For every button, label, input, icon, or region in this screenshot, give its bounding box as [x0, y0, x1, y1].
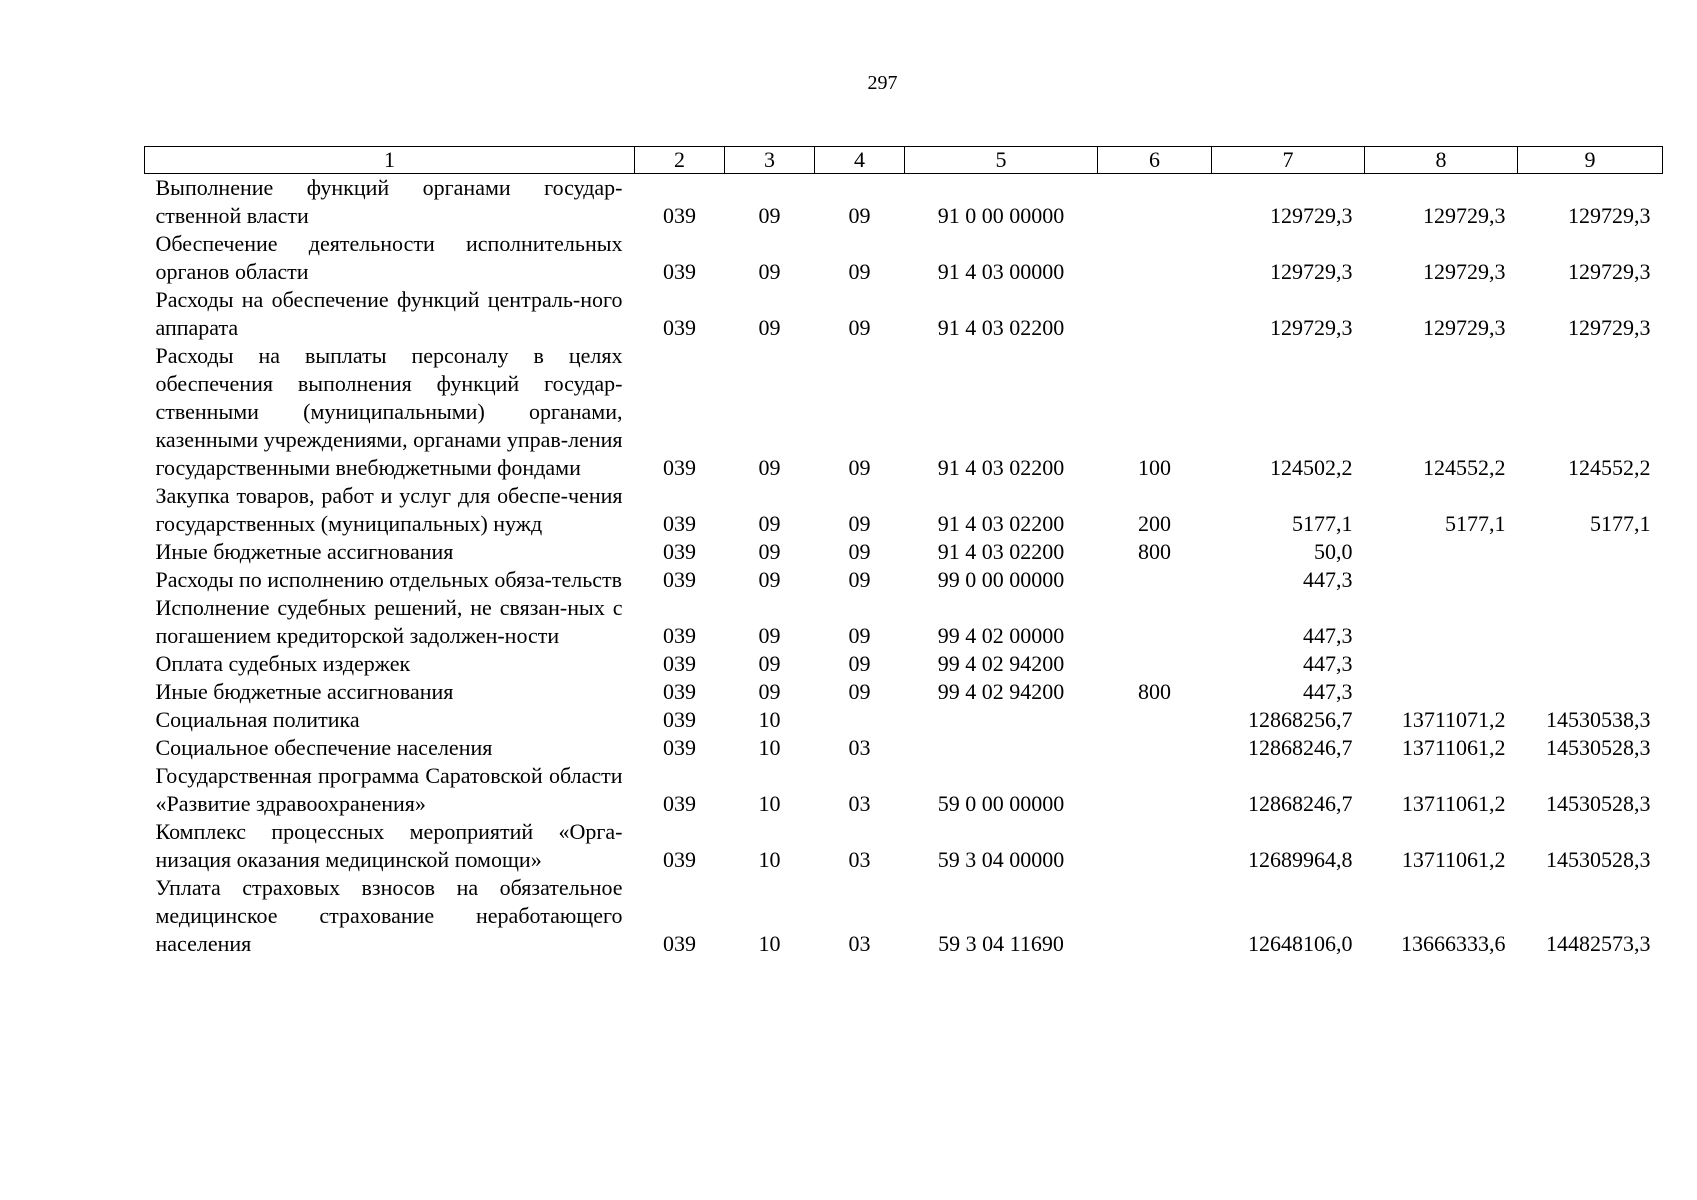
row-amount-year3: 14530528,3: [1546, 791, 1651, 816]
row-amount-year3: 14482573,3: [1546, 931, 1651, 956]
header-col-5: 5: [905, 147, 1098, 174]
row-section-code: 09: [758, 455, 781, 480]
row-target-article: 91 4 03 02200: [937, 539, 1065, 564]
row-section-code: 09: [758, 567, 781, 592]
row-ministry-code: 039: [663, 455, 696, 480]
row-expense-type: [1098, 706, 1212, 734]
row-ministry-code: 039: [663, 315, 696, 340]
row-section-code: 09: [758, 511, 781, 536]
row-expense-type: [1098, 566, 1212, 594]
row-amount-year2: 129729,3: [1423, 203, 1506, 228]
row-amount-year1: 5177,1: [1292, 511, 1353, 536]
row-amount-year1: 124502,2: [1270, 455, 1353, 480]
row-expense-type: [1098, 818, 1212, 874]
row-target-article: [905, 706, 1098, 734]
row-section-code: 09: [758, 259, 781, 284]
budget-table: [144, 146, 1663, 958]
row-amount-year1: 447,3: [1303, 679, 1353, 704]
table-header: [145, 147, 1663, 174]
row-section-code: 09: [758, 315, 781, 340]
row-amount-year2: 13711061,2: [1401, 791, 1506, 816]
row-amount-year3: 129729,3: [1568, 259, 1651, 284]
row-amount-year2: [1365, 650, 1518, 678]
row-name: Исполнение судебных решений, не связан-ных с погашением кредиторской задолжен-ности: [155, 595, 623, 648]
row-expense-type: [1098, 762, 1212, 818]
row-amount-year2: 13711071,2: [1401, 707, 1506, 732]
row-target-article: 99 4 02 94200: [937, 679, 1065, 704]
row-target-article: 59 3 04 00000: [937, 847, 1065, 872]
row-target-article: [905, 734, 1098, 762]
row-amount-year2: 124552,2: [1423, 455, 1506, 480]
row-target-article: 59 3 04 11690: [938, 931, 1064, 956]
row-target-article: 91 4 03 00000: [937, 259, 1065, 284]
row-subsection-code: 09: [848, 679, 871, 704]
row-amount-year3: 124552,2: [1568, 455, 1651, 480]
row-amount-year3: [1518, 566, 1663, 594]
row-target-article: 99 0 00 00000: [937, 567, 1065, 592]
row-expense-type: [1098, 734, 1212, 762]
row-subsection-code: 09: [848, 455, 871, 480]
row-expense-type: [1098, 874, 1212, 958]
row-name: Расходы по исполнению отдельных обяза-тельств: [155, 567, 623, 592]
row-expense-type: [1098, 174, 1212, 231]
row-name: Иные бюджетные ассигнования: [155, 679, 454, 704]
row-subsection-code: 09: [848, 511, 871, 536]
row-amount-year1: 447,3: [1303, 651, 1353, 676]
table-row: [145, 762, 1663, 818]
row-section-code: 09: [758, 679, 781, 704]
row-ministry-code: 039: [663, 623, 696, 648]
row-ministry-code: 039: [663, 791, 696, 816]
row-amount-year1: 12689964,8: [1248, 847, 1353, 872]
row-amount-year3: 14530538,3: [1546, 707, 1651, 732]
table-row: [145, 818, 1663, 874]
header-col-1: 1: [145, 147, 635, 174]
page-number: 297: [867, 72, 898, 94]
row-amount-year3: [1518, 678, 1663, 706]
table-row: [145, 230, 1663, 286]
row-amount-year1: 50,0: [1314, 539, 1353, 564]
row-name: Комплекс процессных мероприятий «Орга-низация оказания медицинской помощи»: [155, 819, 623, 872]
row-amount-year1: 129729,3: [1270, 203, 1353, 228]
table-row: [145, 566, 1663, 594]
row-target-article: 59 0 00 00000: [937, 791, 1065, 816]
row-amount-year3: [1518, 650, 1663, 678]
row-target-article: 91 0 00 00000: [937, 203, 1065, 228]
row-amount-year3: 14530528,3: [1546, 735, 1651, 760]
row-section-code: 09: [758, 623, 781, 648]
row-ministry-code: 039: [663, 511, 696, 536]
row-ministry-code: 039: [663, 735, 696, 760]
row-subsection-code: 09: [848, 567, 871, 592]
row-name: Расходы на выплаты персоналу в целях обеспечения выполнения функций государ-ственными (муниципальными) органами, казенными учреждениями, органами управ-ления государственными внебюджетными фондами: [155, 343, 623, 480]
row-ministry-code: 039: [663, 707, 696, 732]
row-ministry-code: 039: [663, 679, 696, 704]
table-row: [145, 538, 1663, 566]
row-amount-year1: 129729,3: [1270, 315, 1353, 340]
row-amount-year3: 14530528,3: [1546, 847, 1651, 872]
row-ministry-code: 039: [663, 539, 696, 564]
row-subsection-code: 03: [848, 931, 871, 956]
row-name: Расходы на обеспечение функций централь-ного аппарата: [155, 287, 623, 340]
table-row: [145, 174, 1663, 231]
row-amount-year1: 447,3: [1303, 567, 1353, 592]
table-row: [145, 650, 1663, 678]
row-name: Оплата судебных издержек: [155, 651, 411, 676]
row-amount-year2: [1365, 678, 1518, 706]
row-expense-type: [1098, 594, 1212, 650]
row-expense-type: 800: [1138, 539, 1171, 564]
row-target-article: 99 4 02 94200: [937, 651, 1065, 676]
row-expense-type: 200: [1138, 511, 1171, 536]
row-expense-type: 100: [1138, 455, 1171, 480]
row-section-code: 09: [758, 203, 781, 228]
row-amount-year3: 129729,3: [1568, 315, 1651, 340]
row-subsection-code: 09: [848, 623, 871, 648]
row-expense-type: 800: [1138, 679, 1171, 704]
row-amount-year3: [1518, 538, 1663, 566]
table-row: [145, 706, 1663, 734]
table-row: [145, 342, 1663, 482]
row-ministry-code: 039: [663, 259, 696, 284]
row-subsection-code: 09: [848, 315, 871, 340]
row-amount-year3: 5177,1: [1590, 511, 1651, 536]
row-amount-year2: 13711061,2: [1401, 735, 1506, 760]
row-amount-year1: 447,3: [1303, 623, 1353, 648]
header-col-6: 6: [1098, 147, 1212, 174]
row-subsection-code: 09: [848, 651, 871, 676]
header-col-3: 3: [725, 147, 815, 174]
row-amount-year2: 13711061,2: [1401, 847, 1506, 872]
row-expense-type: [1098, 230, 1212, 286]
row-expense-type: [1098, 286, 1212, 342]
row-ministry-code: 039: [663, 847, 696, 872]
row-expense-type: [1098, 650, 1212, 678]
table-row: [145, 678, 1663, 706]
row-section-code: 10: [758, 735, 781, 760]
table-body: [145, 174, 1663, 959]
row-name: Выполнение функций органами государ-ственной власти: [155, 175, 623, 228]
row-amount-year1: 12868246,7: [1248, 735, 1353, 760]
row-section-code: 09: [758, 539, 781, 564]
row-ministry-code: 039: [663, 203, 696, 228]
row-subsection-code: 03: [848, 791, 871, 816]
row-ministry-code: 039: [663, 931, 696, 956]
table-row: [145, 482, 1663, 538]
row-section-code: 10: [758, 707, 781, 732]
table-row: [145, 874, 1663, 958]
row-amount-year2: [1365, 538, 1518, 566]
header-col-8: 8: [1365, 147, 1518, 174]
header-col-4: 4: [815, 147, 905, 174]
row-name: Уплата страховых взносов на обязательное медицинское страхование неработающего населения: [155, 875, 623, 956]
row-name: Государственная программа Саратовской области «Развитие здравоохранения»: [155, 763, 623, 816]
row-target-article: 99 4 02 00000: [937, 623, 1065, 648]
row-subsection-code: 09: [848, 539, 871, 564]
header-col-2: 2: [635, 147, 725, 174]
row-name: Закупка товаров, работ и услуг для обеспе-чения государственных (муниципальных) нужд: [155, 483, 623, 536]
table-row: [145, 734, 1663, 762]
row-amount-year2: 129729,3: [1423, 259, 1506, 284]
row-amount-year2: [1365, 566, 1518, 594]
row-section-code: 09: [758, 651, 781, 676]
row-ministry-code: 039: [663, 651, 696, 676]
row-amount-year2: 5177,1: [1445, 511, 1506, 536]
row-amount-year3: [1518, 594, 1663, 650]
row-amount-year1: 12868246,7: [1248, 791, 1353, 816]
row-subsection-code: 09: [848, 203, 871, 228]
row-section-code: 10: [758, 931, 781, 956]
row-amount-year1: 12648106,0: [1248, 931, 1353, 956]
table-row: [145, 594, 1663, 650]
row-subsection-code: [815, 706, 905, 734]
row-name: Социальная политика: [155, 707, 360, 732]
row-amount-year2: 129729,3: [1423, 315, 1506, 340]
header-col-9: 9: [1518, 147, 1663, 174]
row-name: Социальное обеспечение населения: [155, 735, 493, 760]
row-amount-year1: 129729,3: [1270, 259, 1353, 284]
header-row: [145, 147, 1663, 174]
row-amount-year2: [1365, 594, 1518, 650]
row-amount-year3: 129729,3: [1568, 203, 1651, 228]
row-target-article: 91 4 03 02200: [937, 315, 1065, 340]
row-section-code: 10: [758, 847, 781, 872]
header-col-7: 7: [1212, 147, 1365, 174]
row-ministry-code: 039: [663, 567, 696, 592]
row-section-code: 10: [758, 791, 781, 816]
row-amount-year2: 13666333,6: [1401, 931, 1506, 956]
table-row: [145, 286, 1663, 342]
row-subsection-code: 03: [848, 847, 871, 872]
row-target-article: 91 4 03 02200: [937, 511, 1065, 536]
row-target-article: 91 4 03 02200: [937, 455, 1065, 480]
row-subsection-code: 03: [848, 735, 871, 760]
row-name: Обеспечение деятельности исполнительных органов области: [155, 231, 623, 284]
row-name: Иные бюджетные ассигнования: [155, 539, 454, 564]
row-subsection-code: 09: [848, 259, 871, 284]
row-amount-year1: 12868256,7: [1248, 707, 1353, 732]
